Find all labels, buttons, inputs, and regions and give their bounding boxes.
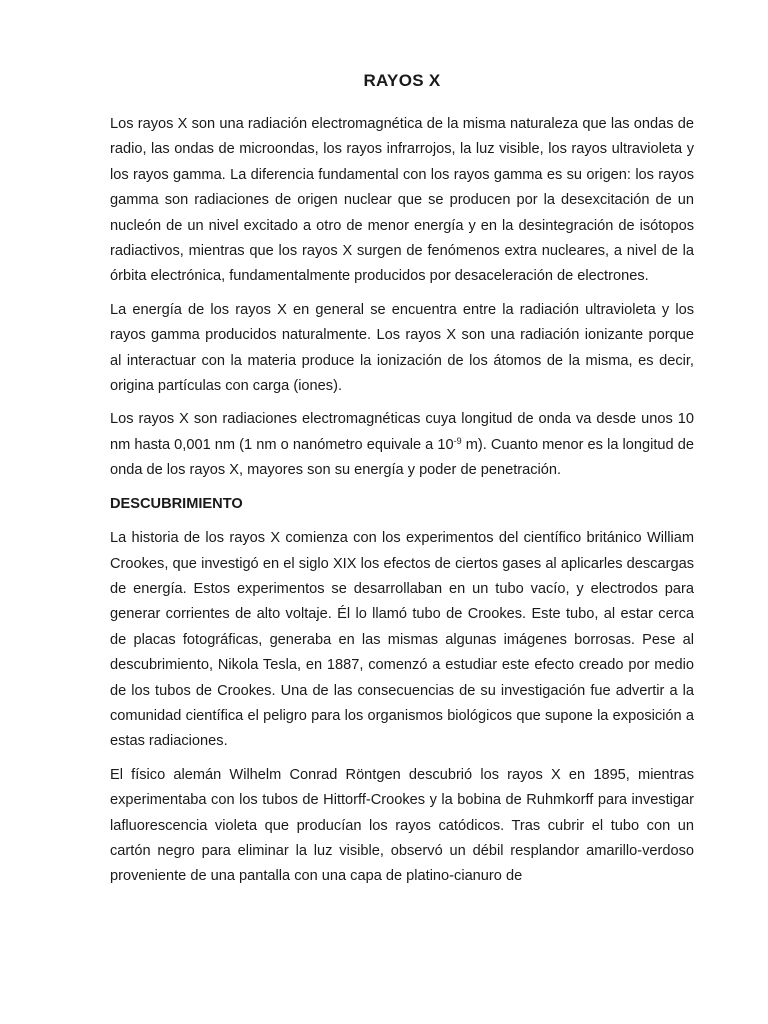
paragraph-crookes-history: La historia de los rayos X comienza con los experimentos del científico británico William Crookes, que investigó en el siglo XIX los efectos de ciertos gases al aplicarles descargas de energía. Estos experimentos se desarrollaban en un tubo vacío, y electrodos para generar corrientes de alto voltaje. Él lo llamó tubo de Crookes. Este tubo, al estar cerca de placas fotográficas, generaba en las mismas algunas imágenes borrosas. Pese al descubrimiento, Nikola Tesla, en 1887, comenzó a estudiar este efecto creado por medio de los tubos de Crookes. Una de las consecuencias de su investigación fue advertir a la comunidad científica el peligro para los organismos biológicos que supone la exposición a estas radiaciones. bbox=[110, 530, 694, 750]
paragraph-rontgen-discovery: El físico alemán Wilhelm Conrad Röntgen descubrió los rayos X en 1895, mientras experimentaba con los tubos de Hittorff-Crookes y la bobina de Ruhmkorff para investigar lafluorescencia violeta que producían los rayos catódicos. Tras cubrir el tubo con un cartón negro para eliminar la luz visible, observó un débil resplandor amarillo-verdoso proveniente de una pantalla con una capa de platino-cianuro de bbox=[110, 766, 694, 885]
paragraph-energy: La energía de los rayos X en general se encuentra entre la radiación ultravioleta y los rayos gamma producidos naturalmente. Los rayos X son una radiación ionizante porque al interactuar con la materia produce la ionización de los átomos de la misma, es decir, origina partículas con carga (iones). bbox=[110, 301, 694, 395]
wavelength-text-start: Los rayos X son radiaciones electromagnéticas cuya longitud de onda va desde unos 10 nm hasta 0,001 nm (1 nm o nanómetro equivale a 10 bbox=[110, 411, 694, 453]
wavelength-exponent: -9 bbox=[453, 435, 462, 446]
section-heading-discovery: DESCUBRIMIENTO bbox=[110, 495, 243, 512]
paragraph-wavelength bbox=[110, 407, 694, 483]
paragraph-definition: Los rayos X son una radiación electromagnética de la misma naturaleza que las ondas de radio, las ondas de microondas, los rayos infrarrojos, la luz visible, los rayos ultravioleta y los rayos gamma. La diferencia fundamental con los rayos gamma es su origen: los rayos gamma son radiaciones de origen nuclear que se producen por la desexcitación de un nucleón de un nivel excitado a otro de menor energía y en la desintegración de isótopos radiactivos, mientras que los rayos X surgen de fenómenos extra nucleares, a nivel de la órbita electrónica, fundamentalmente producidos por desaceleración de electrones. bbox=[110, 116, 694, 285]
wavelength-text-end: m). Cuanto menor es la longitud de onda de los rayos X, mayores son su energía y poder de penetración. bbox=[110, 436, 694, 479]
document-body bbox=[110, 68, 694, 898]
document-title: RAYOS X bbox=[363, 71, 441, 90]
